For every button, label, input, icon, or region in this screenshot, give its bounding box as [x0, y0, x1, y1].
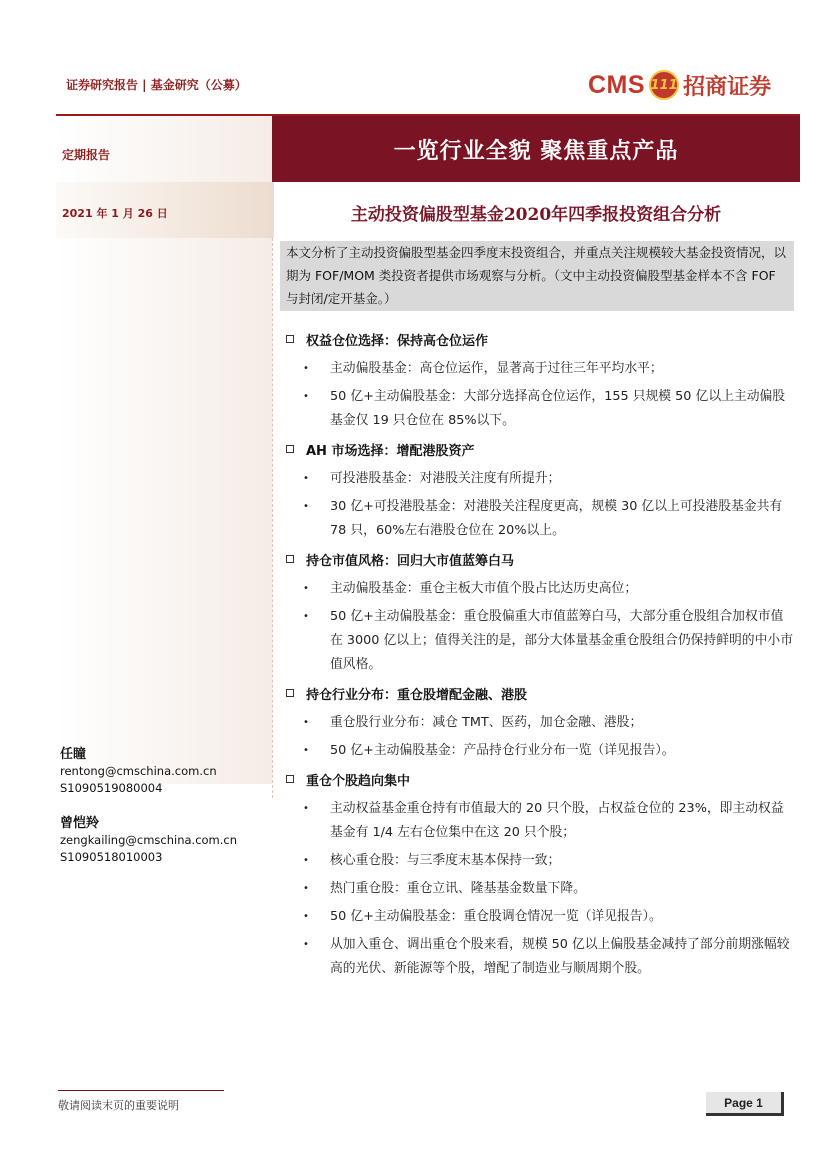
footer-divider	[58, 1090, 224, 1091]
section-heading-text: 持仓行业分布：重仓股增配金融、港股	[306, 687, 528, 703]
logo-cn-text: 招商证券	[683, 74, 772, 100]
report-breadcrumb: 证券研究报告 | 基金研究（公募）	[66, 78, 247, 92]
report-subtitle: 主动投资偏股型基金2020年四季报投资组合分析	[350, 205, 722, 225]
bullet-item	[282, 467, 796, 491]
checkbox-bullet-icon	[286, 335, 294, 343]
report-type: 定期报告	[62, 148, 111, 162]
company-logo	[588, 66, 771, 104]
bullet-item	[282, 711, 796, 735]
bullet-text: 50 亿+主动偏股基金：重仓股调仓情况一览（详见报告）。	[330, 909, 662, 924]
bullet-dot-icon: •	[303, 391, 309, 402]
bullet-item	[282, 495, 796, 543]
section	[282, 679, 796, 763]
section-heading	[282, 545, 796, 573]
section-heading	[282, 325, 796, 353]
bullet-dot-icon: •	[303, 855, 309, 866]
bullet-text: 50 亿+主动偏股基金：大部分选择高仓位运作，155 只规模 50 亿以上主动偏股基金仅 19 只仓位在 85%以下。	[330, 389, 786, 428]
bullet-dot-icon: •	[303, 583, 309, 594]
summary-box: 本文分析了主动投资偏股型基金四季度末投资组合，并重点关注规模较大基金投资情况，以期为 FOF/MOM 类投资者提供市场观察与分析。（文中主动投资偏股型基金样本不含 FOF 与封闭/定开基金。）	[280, 241, 794, 311]
author-email[interactable]: rentong@cmschina.com.cn	[60, 764, 217, 778]
bullet-item	[282, 933, 796, 981]
bullet-text: 30 亿+可投港股基金：对港股关注程度更高，规模 30 亿以上可投港股基金共有 78 只，60%左右港股仓位在 20%以上。	[330, 499, 783, 538]
author-license-id: S1090518010003	[60, 850, 163, 864]
report-title: 一览行业全貌 聚焦重点产品	[272, 116, 800, 182]
checkbox-bullet-icon	[286, 775, 294, 783]
bullet-item	[282, 605, 796, 677]
bullet-item	[282, 357, 796, 381]
section	[282, 435, 796, 543]
footer-disclaimer-note: 敬请阅读末页的重要说明	[58, 1099, 179, 1112]
bullet-text: 50 亿+主动偏股基金：重仓股偏重大市值蓝筹白马，大部分重仓股组合加权市值在 3000 亿以上；值得关注的是，部分大体量基金重仓股组合仍保持鲜明的中小市值风格。	[330, 609, 793, 672]
bullet-dot-icon: •	[303, 911, 309, 922]
author-name: 任瞳	[60, 747, 87, 762]
column-divider	[272, 238, 273, 798]
author-license-id: S1090519080004	[60, 781, 163, 795]
author-email[interactable]: zengkailing@cmschina.com.cn	[60, 833, 238, 847]
bullet-item	[282, 739, 796, 763]
author-card	[60, 746, 217, 797]
section	[282, 545, 796, 677]
bullet-text: 可投港股基金：对港股关注度有所提升；	[330, 471, 561, 486]
report-date: 2021 年 1 月 26 日	[62, 207, 168, 220]
bullet-item	[282, 877, 796, 901]
bullet-dot-icon: •	[303, 745, 309, 756]
logo-badge-icon: 111	[649, 70, 679, 100]
section	[282, 325, 796, 433]
section-heading	[282, 765, 796, 793]
bullet-item	[282, 385, 796, 433]
bullet-dot-icon: •	[303, 803, 309, 814]
bullet-text: 50 亿+主动偏股基金：产品持仓行业分布一览（详见报告）。	[330, 743, 675, 758]
bullet-item	[282, 905, 796, 929]
section-heading-text: 重仓个股趋向集中	[306, 773, 411, 789]
checkbox-bullet-icon	[286, 555, 294, 563]
section-heading	[282, 435, 796, 463]
section-heading	[282, 679, 796, 707]
bullet-text: 主动偏股基金：高仓位运作，显著高于过往三年平均水平；	[330, 361, 663, 376]
bullet-item	[282, 797, 796, 845]
bullet-dot-icon: •	[303, 473, 309, 484]
bullet-item	[282, 849, 796, 873]
author-card	[60, 815, 237, 866]
bullet-dot-icon: •	[303, 363, 309, 374]
bullet-item	[282, 577, 796, 601]
bullet-dot-icon: •	[303, 883, 309, 894]
bullet-dot-icon: •	[303, 611, 309, 622]
bullet-text: 重仓股行业分布：减仓 TMT、医药，加仓金融、港股；	[330, 715, 643, 730]
section-heading-text: AH 市场选择：增配港股资产	[306, 443, 475, 459]
logo-cms-text: CMS	[588, 70, 646, 99]
checkbox-bullet-icon	[286, 689, 294, 697]
page-number: Page 1	[706, 1092, 784, 1116]
bullet-dot-icon: •	[303, 717, 309, 728]
author-name: 曾恺羚	[60, 816, 100, 831]
bullet-text: 主动权益基金重仓持有市值最大的 20 只个股，占权益仓位的 23%，即主动权益基金有 1/4 左右仓位集中在这 20 只个股；	[330, 801, 784, 840]
bullet-text: 热门重仓股：重仓立讯、隆基基金数量下降。	[330, 881, 586, 896]
section-heading-text: 权益仓位选择：保持高仓位运作	[306, 333, 489, 349]
bullet-text: 主动偏股基金：重仓主板大市值个股占比达历史高位；	[330, 581, 638, 596]
section-heading-text: 持仓市值风格：回归大市值蓝筹白马	[306, 553, 515, 569]
bullet-text: 从加入重仓、调出重仓个股来看，规模 50 亿以上偏股基金减持了部分前期涨幅较高的光伏、新能源等个股，增配了制造业与顺周期个股。	[330, 937, 790, 976]
bullet-text: 核心重仓股：与三季度末基本保持一致；	[330, 853, 561, 868]
bullet-dot-icon: •	[303, 939, 309, 950]
section	[282, 765, 796, 981]
bullet-dot-icon: •	[303, 501, 309, 512]
checkbox-bullet-icon	[286, 445, 294, 453]
key-points	[282, 323, 796, 983]
